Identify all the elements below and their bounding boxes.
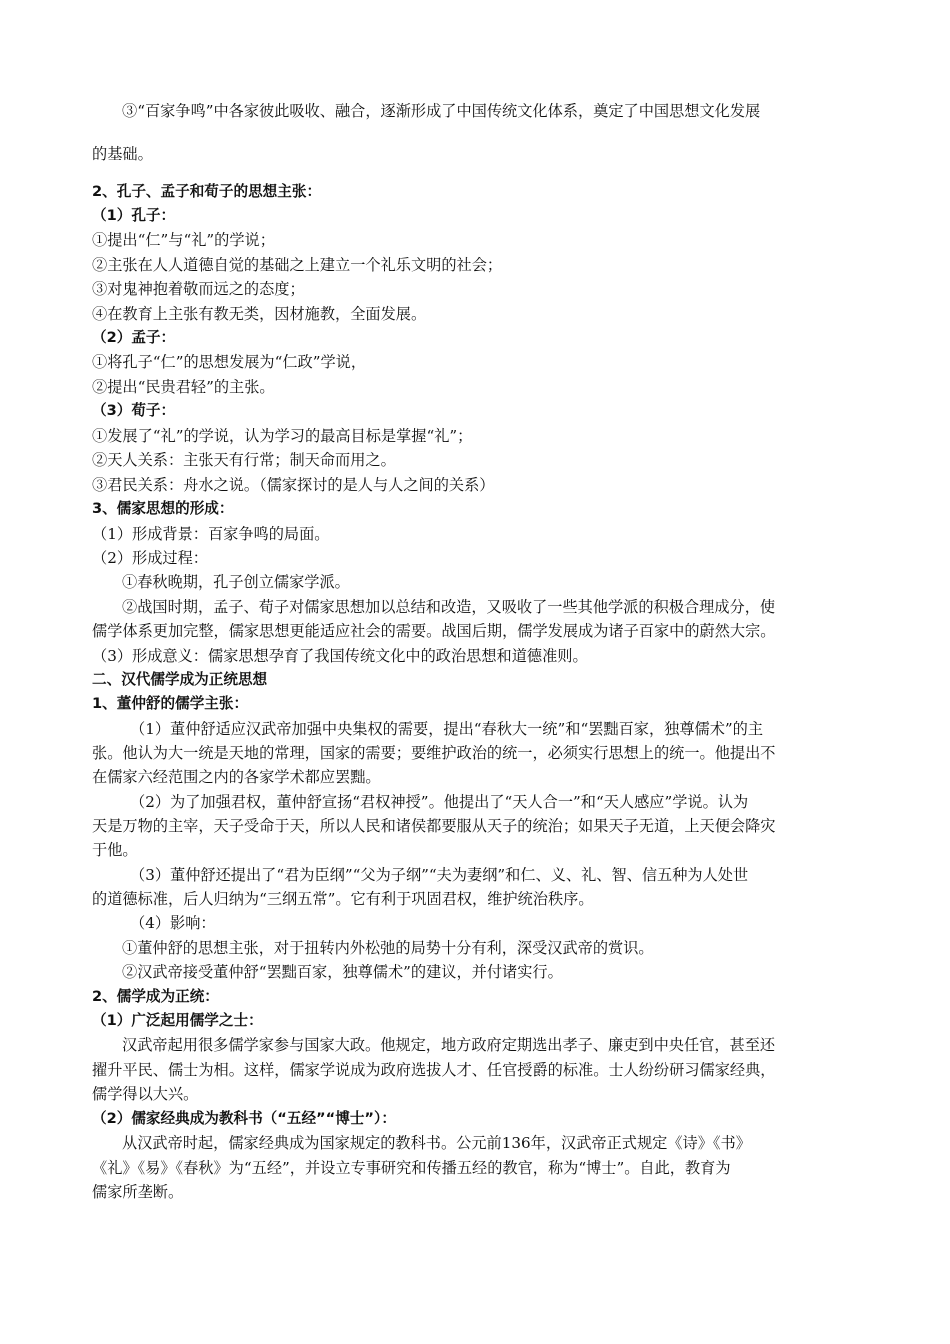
paragraph-line: ②提出“民贵君轻”的主张。 [92, 378, 275, 396]
paragraph-line: （4）影响： [130, 914, 216, 932]
paragraph-line: （1）形成背景：百家争鸣的局面。 [92, 525, 330, 543]
section-heading: （3）荀子： [92, 402, 176, 419]
section-heading: 3、儒家思想的形成： [92, 500, 234, 517]
paragraph-line: 儒学体系更加完整，儒家思想更能适应社会的需要。战国后期，儒学发展成为诸子百家中的蔚然大宗。 [92, 622, 776, 640]
paragraph-line: ①董仲舒的思想主张，对于扭转内外松弛的局势十分有利，深受汉武帝的赏识。 [122, 939, 654, 957]
paragraph-line: ④在教育上主张有教无类，因材施教，全面发展。 [92, 305, 427, 323]
paragraph-line: 擢升平民、儒士为相。这样，儒家学说成为政府选拔人才、任官授爵的标准。士人纷纷研习儒家经典， [92, 1061, 776, 1079]
paragraph-line: 的基础。 [92, 145, 153, 163]
paragraph-line: （3）董仲舒还提出了“君为臣纲”“父为子纲”“夫为妻纲”和仁、义、礼、智、信五种为人处世 [130, 866, 749, 884]
section-heading: 二、汉代儒学成为正统思想 [92, 671, 268, 688]
paragraph-line: 汉武帝起用很多儒学家参与国家大政。他规定，地方政府定期选出孝子、廉吏到中央任官，甚至还 [122, 1036, 776, 1054]
paragraph-line: ①春秋晚期，孔子创立儒家学派。 [122, 573, 350, 591]
section-heading: 2、孔子、孟子和荀子的思想主张： [92, 183, 322, 200]
paragraph-line: ③“百家争鸣”中各家彼此吸收、融合，逐渐形成了中国传统文化体系，奠定了中国思想文化发展 [122, 102, 761, 120]
section-heading: 1、董仲舒的儒学主张： [92, 695, 249, 712]
paragraph-line: ②主张在人人道德自觉的基础之上建立一个礼乐文明的社会； [92, 256, 503, 274]
paragraph-line: （2）为了加强君权，董仲舒宣扬“君权神授”。他提出了“天人合一”和“天人感应”学说。认为 [130, 793, 749, 811]
paragraph-line: 于他。 [92, 841, 138, 859]
paragraph-line: ①发展了“礼”的学说，认为学习的最高目标是掌握“礼”； [92, 427, 473, 445]
paragraph-line: （3）形成意义：儒家思想孕育了我国传统文化中的政治思想和道德准则。 [92, 647, 588, 665]
paragraph-line: （2）形成过程： [92, 549, 208, 567]
section-heading: （1）孔子： [92, 207, 176, 224]
paragraph-line: （1）董仲舒适应汉武帝加强中央集权的需要，提出“春秋大一统”和“罢黜百家，独尊儒术”的主 [130, 720, 764, 738]
section-heading: （2）孟子： [92, 329, 176, 346]
paragraph-line: ②汉武帝接受董仲舒“罢黜百家，独尊儒术”的建议，并付诸实行。 [122, 963, 563, 981]
paragraph-line: 在儒家六经范围之内的各家学术都应罢黜。 [92, 768, 381, 786]
paragraph-line: 从汉武帝时起，儒家经典成为国家规定的教科书。公元前136年，汉武帝正式规定《诗》《书》 [122, 1134, 751, 1152]
paragraph-line: ①将孔子“仁”的思想发展为“仁政”学说， [92, 353, 367, 371]
paragraph-line: ①提出“仁”与“礼”的学说； [92, 231, 275, 249]
paragraph-line: ③对鬼神抱着敬而远之的态度； [92, 280, 305, 298]
paragraph-line: ②战国时期，孟子、荀子对儒家思想加以总结和改造，又吸收了一些其他学派的积极合理成分，使 [122, 598, 776, 616]
paragraph-line: 儒家所垄断。 [92, 1183, 184, 1201]
paragraph-line: 张。他认为大一统是天地的常理，国家的需要；要维护政治的统一，必须实行思想上的统一。他提出不 [92, 744, 776, 762]
paragraph-line: 儒学得以大兴。 [92, 1085, 199, 1103]
paragraph-line: ③君民关系：舟水之说。（儒家探讨的是人与人之间的关系） [92, 476, 495, 494]
paragraph-line: 的道德标准，后人归纳为“三纲五常”。它有利于巩固君权，维护统治秩序。 [92, 890, 594, 908]
paragraph-line: ②天人关系：主张天有行常；制天命而用之。 [92, 451, 396, 469]
section-heading: 2、儒学成为正统： [92, 988, 219, 1005]
paragraph-line: 天是万物的主宰，天子受命于天，所以人民和诸侯都要服从天子的统治；如果天子无道，上天便会降灾 [92, 817, 776, 835]
section-heading: （1）广泛起用儒学之士： [92, 1012, 263, 1029]
paragraph-line: 《礼》《易》《春秋》为“五经”，并设立专事研究和传播五经的教官，称为“博士”。自此，教育为 [92, 1159, 731, 1177]
section-heading: （2）儒家经典成为教科书（“五经”“博士”）： [92, 1110, 396, 1127]
